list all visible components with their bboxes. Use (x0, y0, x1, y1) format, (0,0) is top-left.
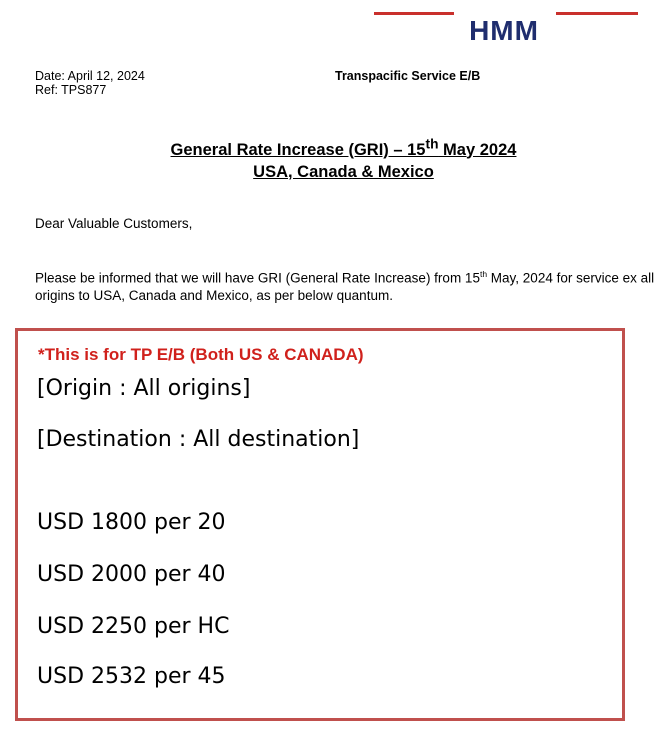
document-meta (35, 69, 145, 97)
document-ref: Ref: TPS877 (35, 83, 107, 97)
rate-box-note: *This is for TP E/B (Both US & CANADA) (38, 345, 364, 364)
rate-45: USD 2532 per 45 (37, 664, 226, 689)
document-date: Date: April 12, 2024 (35, 69, 145, 83)
logo-left-line (374, 12, 454, 15)
greeting: Dear Valuable Customers, (35, 216, 193, 231)
rate-box (15, 328, 625, 721)
logo-right-line (556, 12, 638, 15)
origin-line: [Origin : All origins] (37, 376, 251, 401)
title-line-2: USA, Canada & Mexico (253, 162, 434, 181)
announcement-paragraph: Please be informed that we will have GRI (General Rate Increase) from 15th May, 2024 for service ex all origins to USA, Canada and Mexico, as per below quantum. (35, 269, 655, 303)
rate-20: USD 1800 per 20 (37, 510, 226, 535)
document-title (0, 133, 671, 183)
rate-40: USD 2000 per 40 (37, 562, 226, 587)
destination-line: [Destination : All destination] (37, 427, 360, 452)
logo-text: HMM (469, 15, 539, 46)
rate-hc: USD 2250 per HC (37, 614, 230, 639)
hmm-logo (462, 8, 546, 48)
service-name: Transpacific Service E/B (335, 69, 481, 83)
title-line-1: General Rate Increase (GRI) – 15th May 2024 (170, 136, 517, 159)
